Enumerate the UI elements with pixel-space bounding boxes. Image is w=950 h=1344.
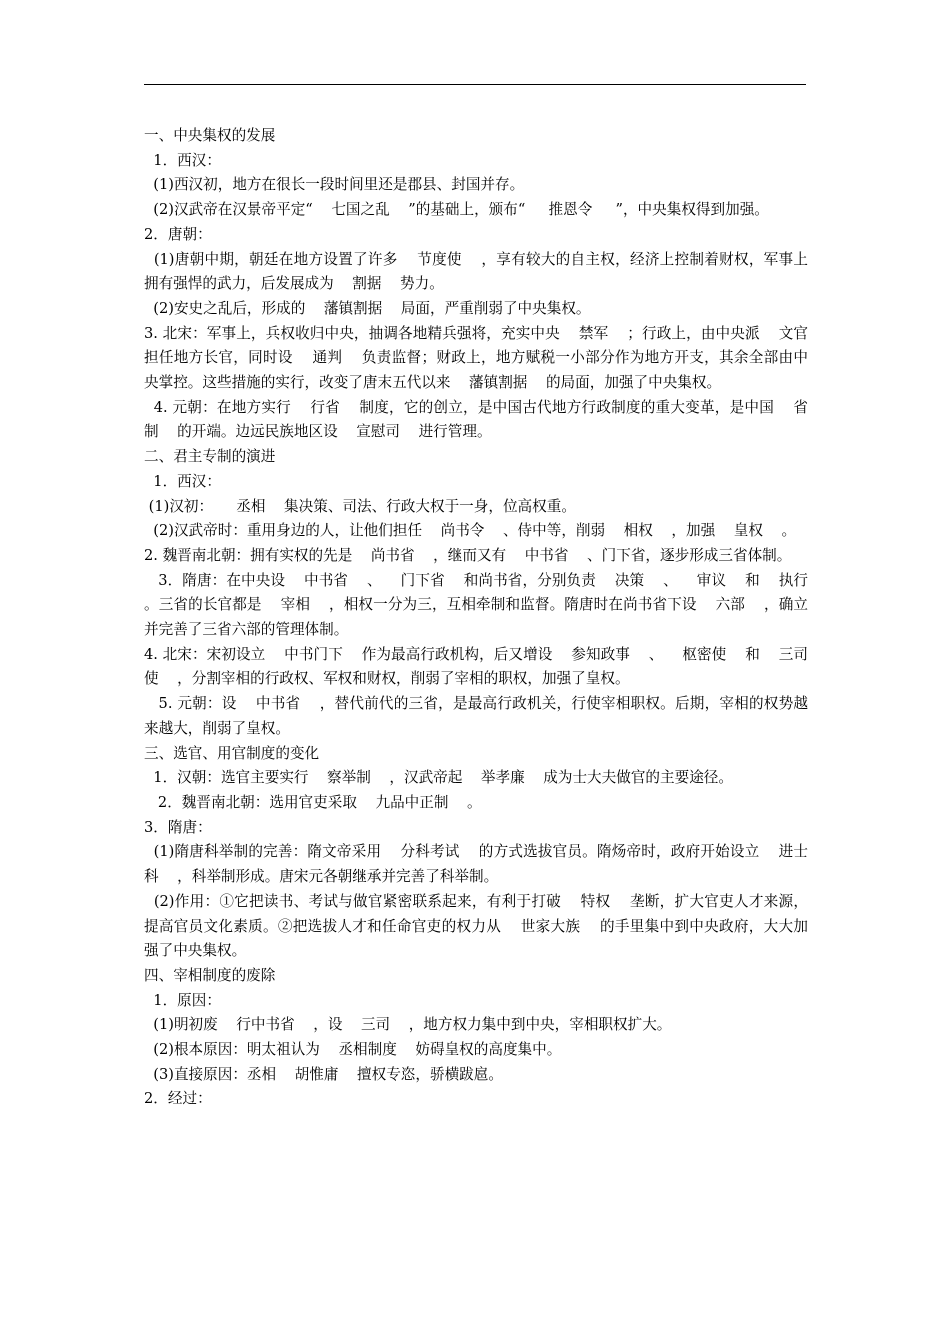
paragraph: (1)唐朝中期，朝廷在地方设置了许多 节度使 ，享有较大的自主权，经济上控制着财权，军事上拥有强悍的武力，后发展成为 割据 势力。 (144, 250, 808, 293)
paragraph: (1)西汉初，地方在很长一段时间里还是郡县、封国并存。 (144, 176, 525, 194)
paragraph: 1．西汉： (144, 151, 221, 169)
paragraph: 2．唐朝： (144, 225, 212, 243)
paragraph: 1．西汉： (144, 472, 221, 490)
paragraph: (1)汉初： 丞相 集决策、司法、行政大权于一身，位高权重。 (144, 497, 576, 515)
paragraph: (2)汉武帝时：重用身边的人，让他们担任 尚书令 、侍中等，削弱 相权 ，加强 皇权 。 (144, 522, 797, 540)
paragraph: 3．隋唐：在中央设 中书省 、 门下省 和尚书省，分别负责 决策 、 审议 和 执行 。三省的长官都是 宰相 ，相权一分为三，互相牵制和监督。隋唐时在尚书省下设 六部 ，确立并完善了三省六部的管理体制。 (144, 571, 827, 639)
paragraph: (2)作用：①它把读书、考试与做官紧密联系起来，有利于打破 特权 垄断，扩大官吏人才来源，提高官员文化素质。②把选拔人才和任命官吏的权力从 世家大族 的手里集中到中央政府，大大加强了中央集权。 (144, 892, 808, 960)
paragraph: 3．隋唐： (144, 818, 212, 836)
paragraph: (1)明初废 行中书省 ，设 三司 ，地方权力集中到中央，宰相职权扩大。 (144, 1016, 672, 1034)
paragraph: (3)直接原因：丞相 胡惟庸 擅权专恣，骄横跋扈。 (144, 1065, 503, 1083)
paragraph: 2．经过： (144, 1090, 212, 1108)
section-heading: 三、选官、用官制度的变化 (144, 744, 320, 762)
paragraph: 1．汉朝：选官主要实行 察举制 ，汉武帝起 举孝廉 成为士大夫做官的主要途径。 (144, 769, 733, 787)
document-body (144, 124, 827, 1112)
section-heading: 一、中央集权的发展 (144, 127, 276, 144)
paragraph: (1)隋唐科举制的完善：隋文帝采用 分科考试 的方式选拔官员。隋炀帝时，政府开始设立 进士科 ，科举制形成。唐宋元各朝继承并完善了科举制。 (144, 843, 809, 886)
paragraph: 4. 元朝：在地方实行 行省 制度，它的创立，是中国古代地方行政制度的重大变革，是中国 省制 的开端。边远民族地区设 宣慰司 进行管理。 (144, 398, 809, 441)
paragraph: 5. 元朝：设 中书省 ，替代前代的三省，是最高行政机关，行使宰相职权。后期，宰相的权势越来越大，削弱了皇权。 (144, 695, 808, 737)
section-heading: 二、君主专制的演进 (144, 448, 276, 466)
section-heading: 四、宰相制度的废除 (144, 966, 276, 984)
paragraph: (2)安史之乱后，形成的 藩镇割据 局面，严重削弱了中央集权。 (144, 299, 591, 317)
paragraph: 3. 北宋：军事上，兵权收归中央，抽调各地精兵强将，充实中央 禁军 ；行政上，由中央派 文官 担任地方长官，同时设 通判 负责监督；财政上，地方赋税一小部分作为地方开支，其余全部由中央掌控。这些措施的实行，改变了唐末五代以来 藩镇割据 的局面，加强了中央集权。 (144, 324, 827, 392)
paragraph: 2. 魏晋南北朝：拥有实权的先是 尚书省 ，继而又有 中书省 、门下省，逐步形成三省体制。 (144, 546, 792, 564)
paragraph: 1．原因： (144, 991, 221, 1009)
paragraph: 2．魏晋南北朝：选用官吏采取 九品中正制 。 (144, 793, 482, 811)
paragraph: 4. 北宋：宋初设立 中书门下 作为最高行政机构，后又增设 参知政事 、 枢密使 和 三司使 ，分割宰相的行政权、军权和财权，削弱了宰相的职权，加强了皇权。 (144, 645, 808, 688)
paragraph: (2)根本原因：明太祖认为 丞相制度 妨碍皇权的高度集中。 (144, 1041, 562, 1059)
header-rule (144, 84, 806, 85)
paragraph: (2)汉武帝在汉景帝平定“ 七国之乱 ”的基础上，颁布“ 推恩令 ”，中央集权得到加强。 (144, 201, 769, 219)
